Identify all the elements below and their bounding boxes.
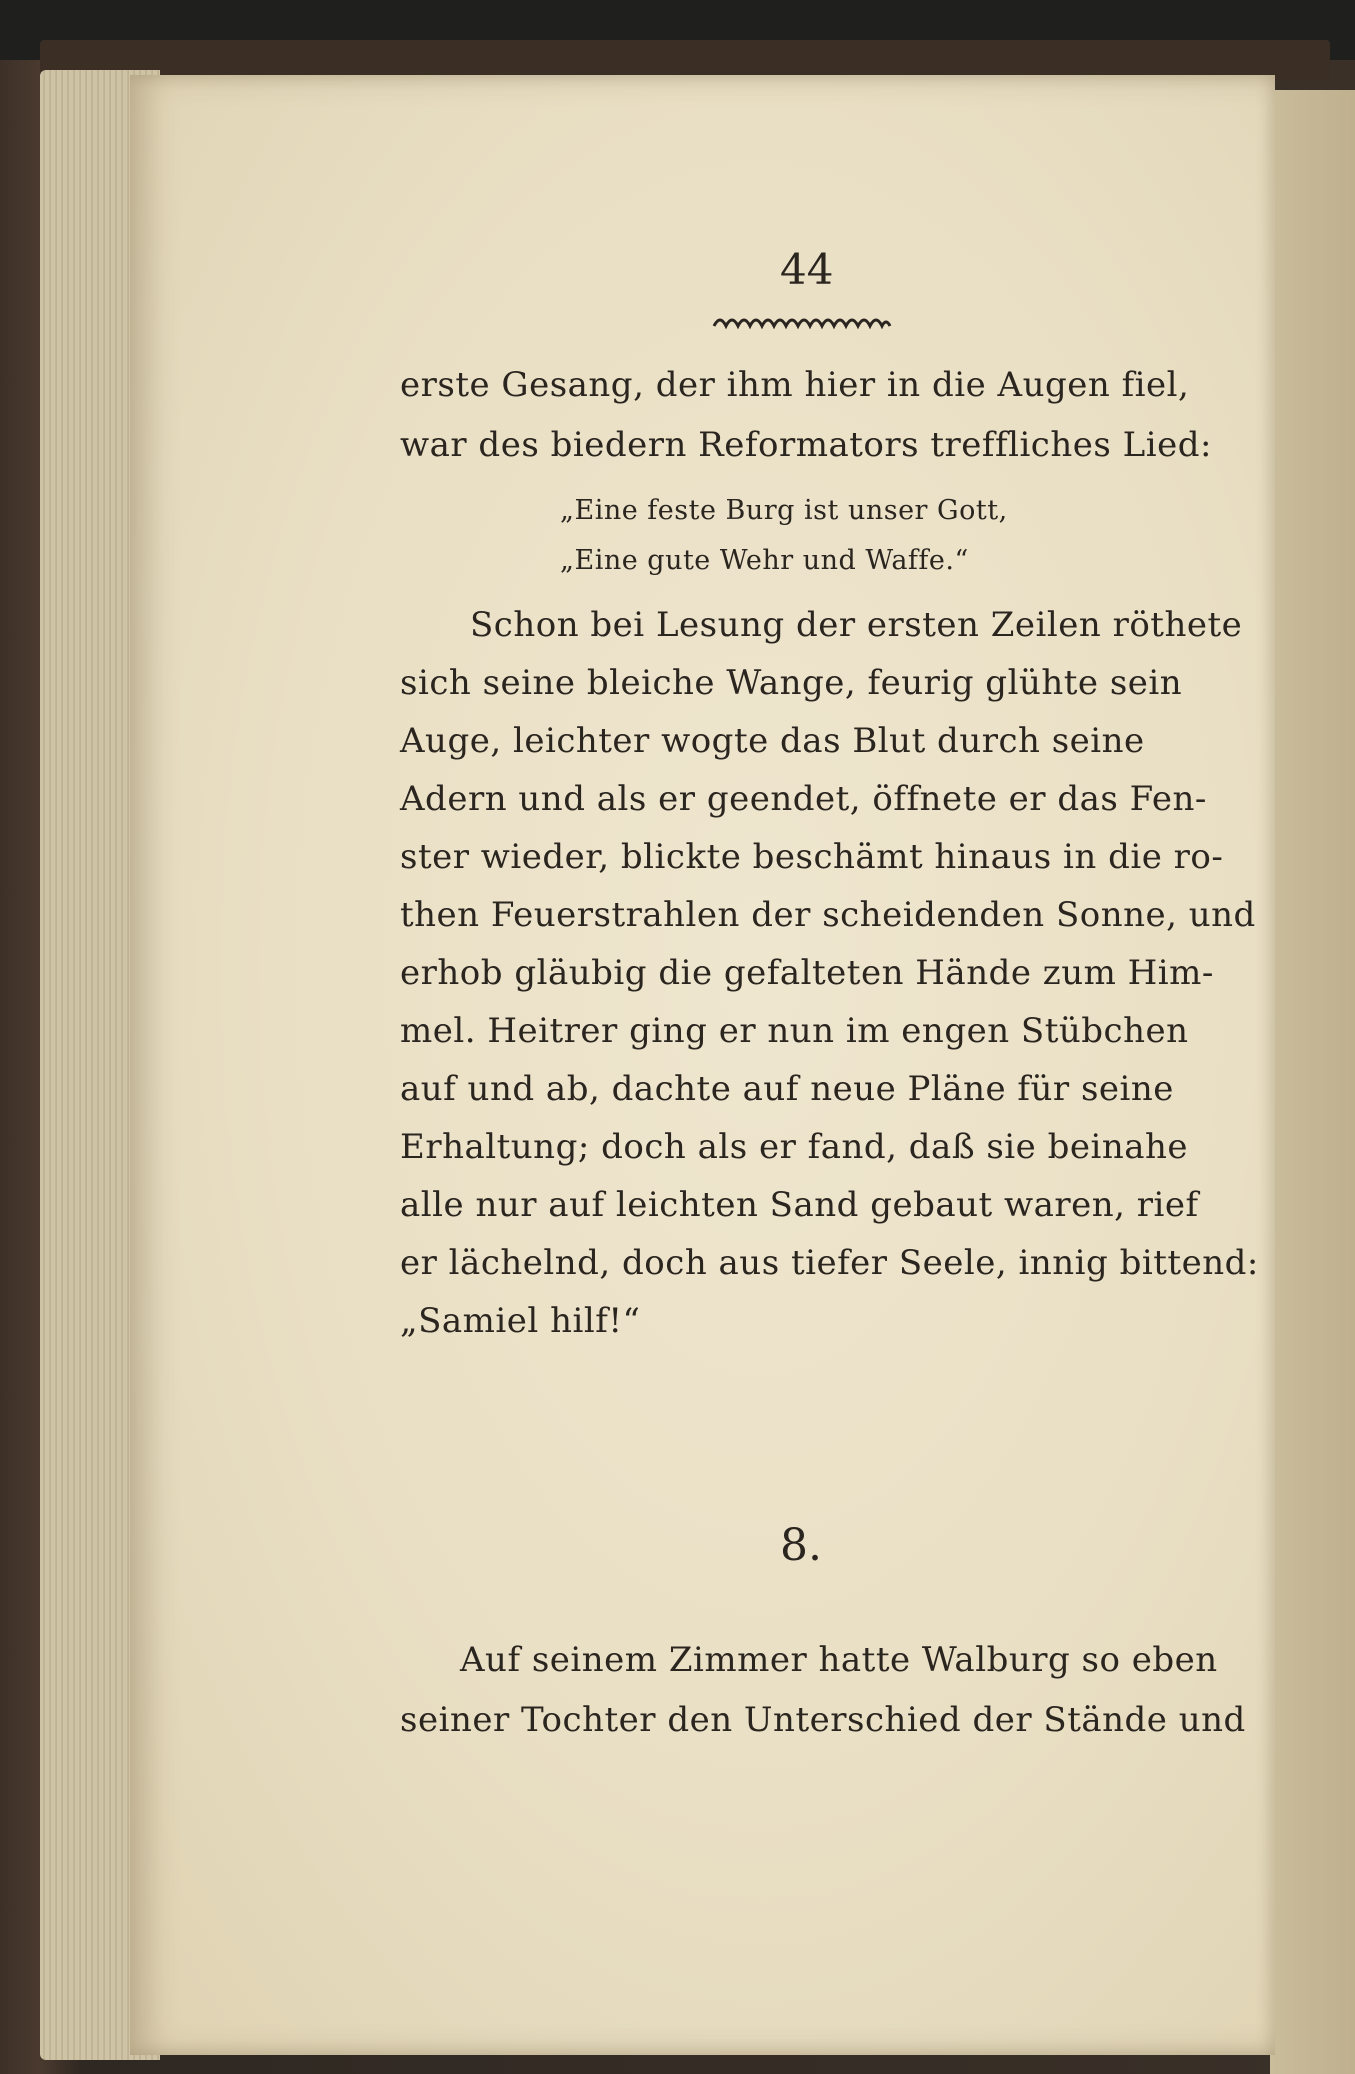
text-line: „Samiel hilf!“ — [400, 1301, 641, 1341]
book-cover-top — [40, 40, 1330, 80]
page-number: 44 — [780, 245, 834, 294]
section-number: 8. — [780, 1520, 822, 1571]
text-line: auf und ab, dachte auf neue Pläne für seine — [400, 1069, 1174, 1109]
text-line: er lächelnd, doch aus tiefer Seele, innig bittend: — [400, 1243, 1259, 1283]
text-line: Erhaltung; doch als er fand, daß sie beinahe — [400, 1127, 1189, 1167]
text-line: ster wieder, blickte beschämt hinaus in die ro- — [400, 837, 1224, 877]
text-line: Auge, leichter wogte das Blut durch seine — [400, 721, 1145, 761]
text-line: sich seine bleiche Wange, feurig glühte sein — [400, 663, 1183, 703]
text-line: Adern und als er geendet, öffnete er das Fen- — [400, 779, 1207, 819]
text-line: war des biedern Reformators treffliches Lied: — [400, 425, 1212, 465]
text-line: alle nur auf leichten Sand gebaut waren, rief — [400, 1185, 1199, 1225]
text-line: mel. Heitrer ging er nun im engen Stübchen — [400, 1011, 1189, 1051]
text-line: seiner Tochter den Unterschied der Stände und — [400, 1700, 1246, 1740]
text-line: then Feuerstrahlen der scheidenden Sonne, und — [400, 895, 1256, 935]
text-line: erste Gesang, der ihm hier in die Augen fiel, — [400, 365, 1190, 405]
quote-line: „Eine gute Wehr und Waffe.“ — [560, 545, 969, 576]
text-line: erhob gläubig die gefalteten Hände zum Him- — [400, 953, 1214, 993]
text-line: Auf seinem Zimmer hatte Walburg so eben — [460, 1640, 1218, 1680]
facing-page-edge — [1270, 90, 1355, 2074]
text-line: Schon bei Lesung der ersten Zeilen röthete — [470, 605, 1243, 645]
ornament-divider — [712, 312, 892, 332]
quote-line: „Eine feste Burg ist unser Gott, — [560, 495, 1008, 526]
